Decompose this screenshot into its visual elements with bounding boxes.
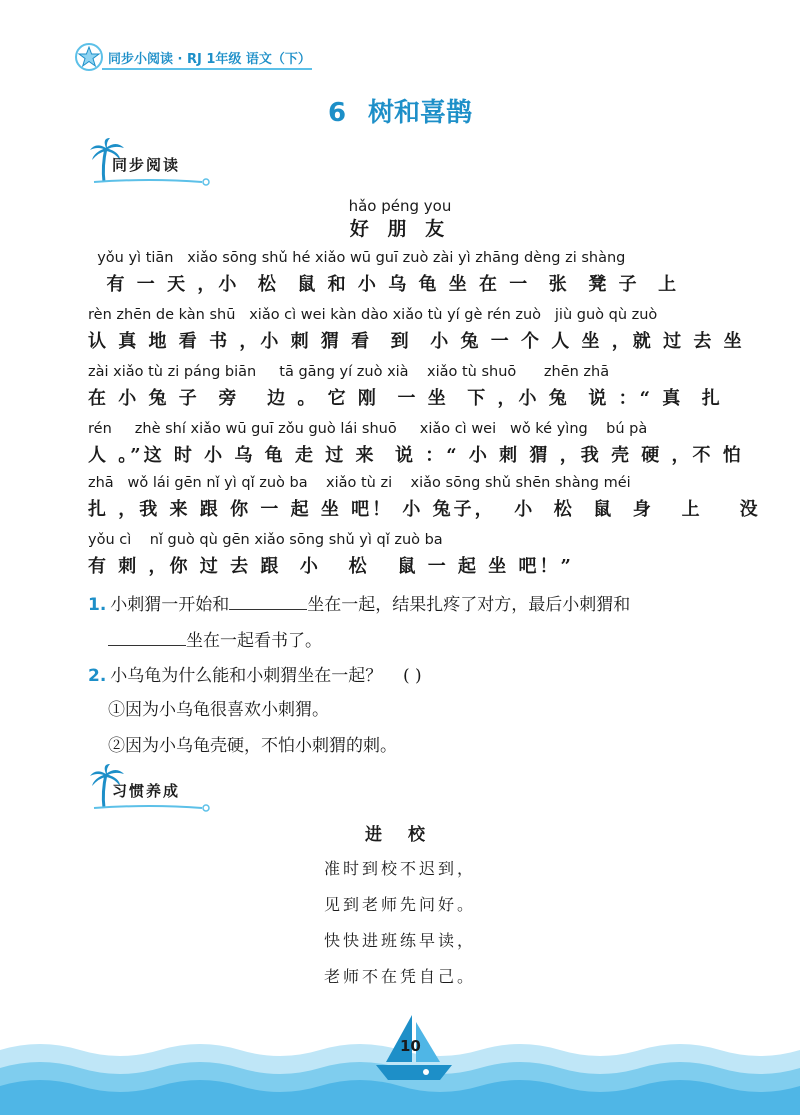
story-pinyin-line: yǒu cì nǐ guò qù gēn xiǎo sōng shǔ yì qǐ zuò ba <box>88 532 443 548</box>
section-title: 习惯养成 <box>112 782 181 800</box>
section-title: 同步阅读 <box>112 156 181 174</box>
story-title-pinyin: hǎo péng you <box>348 197 452 215</box>
question-1 <box>88 590 630 615</box>
question-number: 2. <box>88 666 107 686</box>
poem-title: 进 校 <box>365 825 435 845</box>
section-label-reading <box>90 138 220 188</box>
page-header <box>74 42 314 72</box>
star-logo-icon <box>74 42 104 72</box>
lesson-name: 树和喜鹊 <box>368 98 473 128</box>
story-hanzi-line: 有 一 天 ，小 松 鼠 和 小 乌 龟 坐 在 一 张 凳 子 上 <box>88 274 680 295</box>
lesson-number: 6 <box>327 98 347 128</box>
poem-line: 见到老师先问好。 <box>323 895 476 914</box>
question-text: 小乌龟为什么能和小刺猬坐在一起？ <box>110 666 383 686</box>
answer-blank[interactable] <box>229 595 307 610</box>
poem-line: 准时到校不迟到， <box>323 859 476 878</box>
answer-parentheses[interactable]: ( ) <box>402 666 422 686</box>
header-title: 同步小阅读 · RJ 1年级 语文（下） <box>108 52 311 67</box>
option-1: ①因为小乌龟很喜欢小刺猬。 <box>108 700 329 720</box>
ocean-waves <box>0 1010 800 1115</box>
poem-line: 老师不在凭自己。 <box>323 967 476 986</box>
story-hanzi-line: 有 刺 ，你 过 去 跟 小 松 鼠 一 起 坐 吧！” <box>88 556 574 577</box>
question-text: 坐在一起，结果扎疼了对方，最后小刺猬和 <box>307 595 631 615</box>
question-1-continued <box>108 626 322 651</box>
poem-line: 快快进班练早读， <box>323 931 476 950</box>
page-number: 10 <box>400 1037 421 1055</box>
option-2: ②因为小乌龟壳硬，不怕小刺猬的刺。 <box>108 736 397 756</box>
story-pinyin-line: zài xiǎo tù zi páng biān tā gāng yí zuò xià xiǎo tù shuō zhēn zhā <box>88 364 610 380</box>
lesson-title <box>0 92 800 129</box>
header-underline <box>102 68 312 70</box>
story-title: 好 朋 友 <box>349 218 451 240</box>
story-pinyin-line: rèn zhēn de kàn shū xiǎo cì wei kàn dào xiǎo tù yí gè rén zuò jiù guò qù zuò <box>88 307 658 323</box>
question-text: 小刺猬一开始和 <box>110 595 230 615</box>
story-pinyin-line: yǒu yì tiān xiǎo sōng shǔ hé xiǎo wū guī zuò zài yì zhāng dèng zi shàng <box>88 250 626 266</box>
answer-blank[interactable] <box>108 631 186 646</box>
story-hanzi-line: 认 真 地 看 书 ，小 刺 猬 看 到 小 兔 一 个 人 坐 ，就 过 去 坐 <box>88 331 745 352</box>
question-2 <box>88 661 442 686</box>
question-text: 坐在一起看书了。 <box>186 631 322 651</box>
story-hanzi-line: 在 小 兔 子 旁 边 。 它 刚 一 坐 下 ，小 兔 说 ：“ 真 扎 <box>88 388 723 409</box>
story-hanzi-line: 扎 ，我 来 跟 你 一 起 坐 吧！ 小 兔子， 小 松 鼠 身 上 没 <box>88 499 761 520</box>
story-pinyin-line: zhā wǒ lái gēn nǐ yì qǐ zuò ba xiǎo tù zi xiǎo sōng shǔ shēn shàng méi <box>88 475 631 491</box>
section-label-habit <box>90 764 220 814</box>
question-number: 1. <box>88 595 107 615</box>
story-hanzi-line: 人 。”这 时 小 乌 龟 走 过 来 说 ：“ 小 刺 猬 ，我 壳 硬 ，不 怕 <box>88 445 744 466</box>
story-pinyin-line: rén zhè shí xiǎo wū guī zǒu guò lái shuō xiǎo cì wei wǒ ké yìng bú pà <box>88 421 648 437</box>
